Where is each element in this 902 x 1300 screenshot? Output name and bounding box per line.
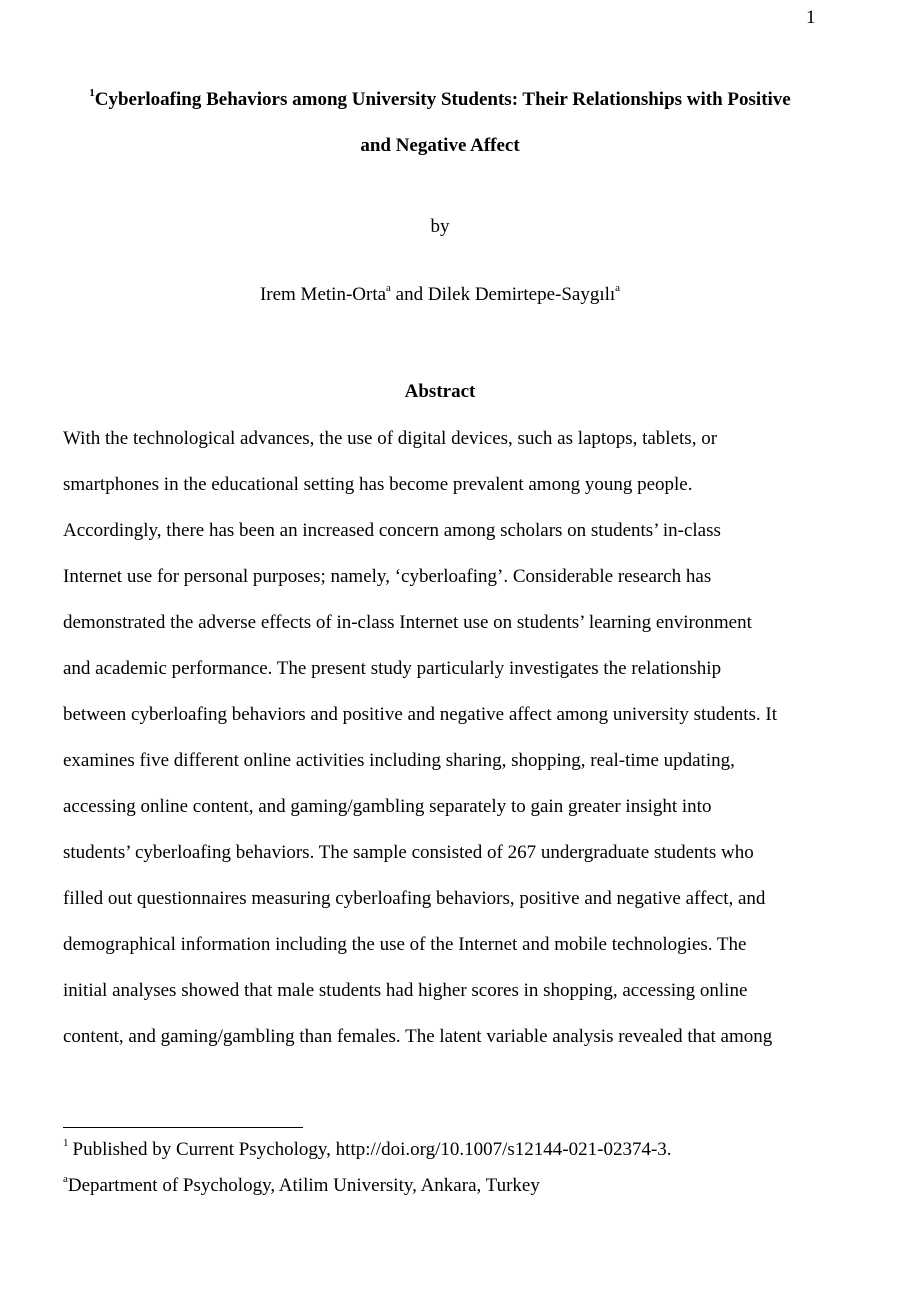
paper-title-line-1	[40, 77, 840, 123]
author-name: Irem Metin-Orta	[259, 284, 387, 305]
abstract-line: With the technological advances, the use of digital devices, such as laptops, tablets, or	[63, 428, 718, 449]
page-number: 1	[806, 7, 816, 28]
abstract-line: and academic performance. The present study particularly investigates the relationship	[63, 658, 722, 679]
title-footnote-marker: 1	[89, 86, 95, 99]
affiliation-mark: a	[63, 1172, 68, 1185]
abstract-body	[63, 416, 843, 1060]
affiliation-mark: a	[386, 281, 391, 294]
footnote-publication-text: Published by Current Psychology, http://doi.org/10.1007/s12144-021-02374-3.	[72, 1139, 672, 1160]
abstract-line: examines five different online activities including sharing, shopping, real-time updating,	[63, 750, 735, 771]
abstract-line: accessing online content, and gaming/gambling separately to gain greater insight into	[63, 796, 712, 817]
footnote-separator	[63, 1127, 303, 1128]
abstract-line: demonstrated the adverse effects of in-class Internet use on students’ learning environment	[63, 612, 752, 633]
abstract-heading: Abstract	[404, 381, 476, 402]
footnote-affiliation-text: Department of Psychology, Atilim University, Ankara, Turkey	[67, 1175, 540, 1196]
paper-title	[40, 77, 840, 169]
abstract-line: Accordingly, there has been an increased concern among scholars on students’ in-class	[63, 520, 721, 541]
abstract-line: demographical information including the use of the Internet and mobile technologies. The	[63, 934, 747, 955]
footnote-affiliation	[63, 1173, 540, 1199]
author-name: Dilek Demirtepe-Saygılı	[427, 284, 616, 305]
paper-title-line-2: and Negative Affect	[360, 135, 520, 156]
abstract-line: filled out questionnaires measuring cyberloafing behaviors, positive and negative affect, and	[63, 888, 766, 909]
affiliation-mark: a	[615, 281, 621, 294]
footnote-publication	[63, 1137, 672, 1163]
abstract-line: initial analyses showed that male students had higher scores in shopping, accessing online	[63, 980, 748, 1001]
author-list	[0, 282, 880, 308]
abstract-line: Internet use for personal purposes; namely, ‘cyberloafing’. Considerable research has	[63, 566, 712, 587]
abstract-line: between cyberloafing behaviors and positive and negative affect among university students. It	[63, 704, 778, 725]
abstract-line: students’ cyberloafing behaviors. The sample consisted of 267 undergraduate students who	[63, 842, 754, 863]
author-conjunction: and	[390, 284, 428, 305]
footnote-marker: 1	[63, 1136, 69, 1149]
paper-title-line-1-text: Cyberloafing Behaviors among University Students: Their Relationships with Positive	[94, 89, 791, 110]
abstract-line: smartphones in the educational setting has become prevalent among young people.	[63, 474, 693, 495]
abstract-line: content, and gaming/gambling than females. The latent variable analysis revealed that among	[63, 1026, 773, 1047]
byline: by	[430, 216, 450, 237]
